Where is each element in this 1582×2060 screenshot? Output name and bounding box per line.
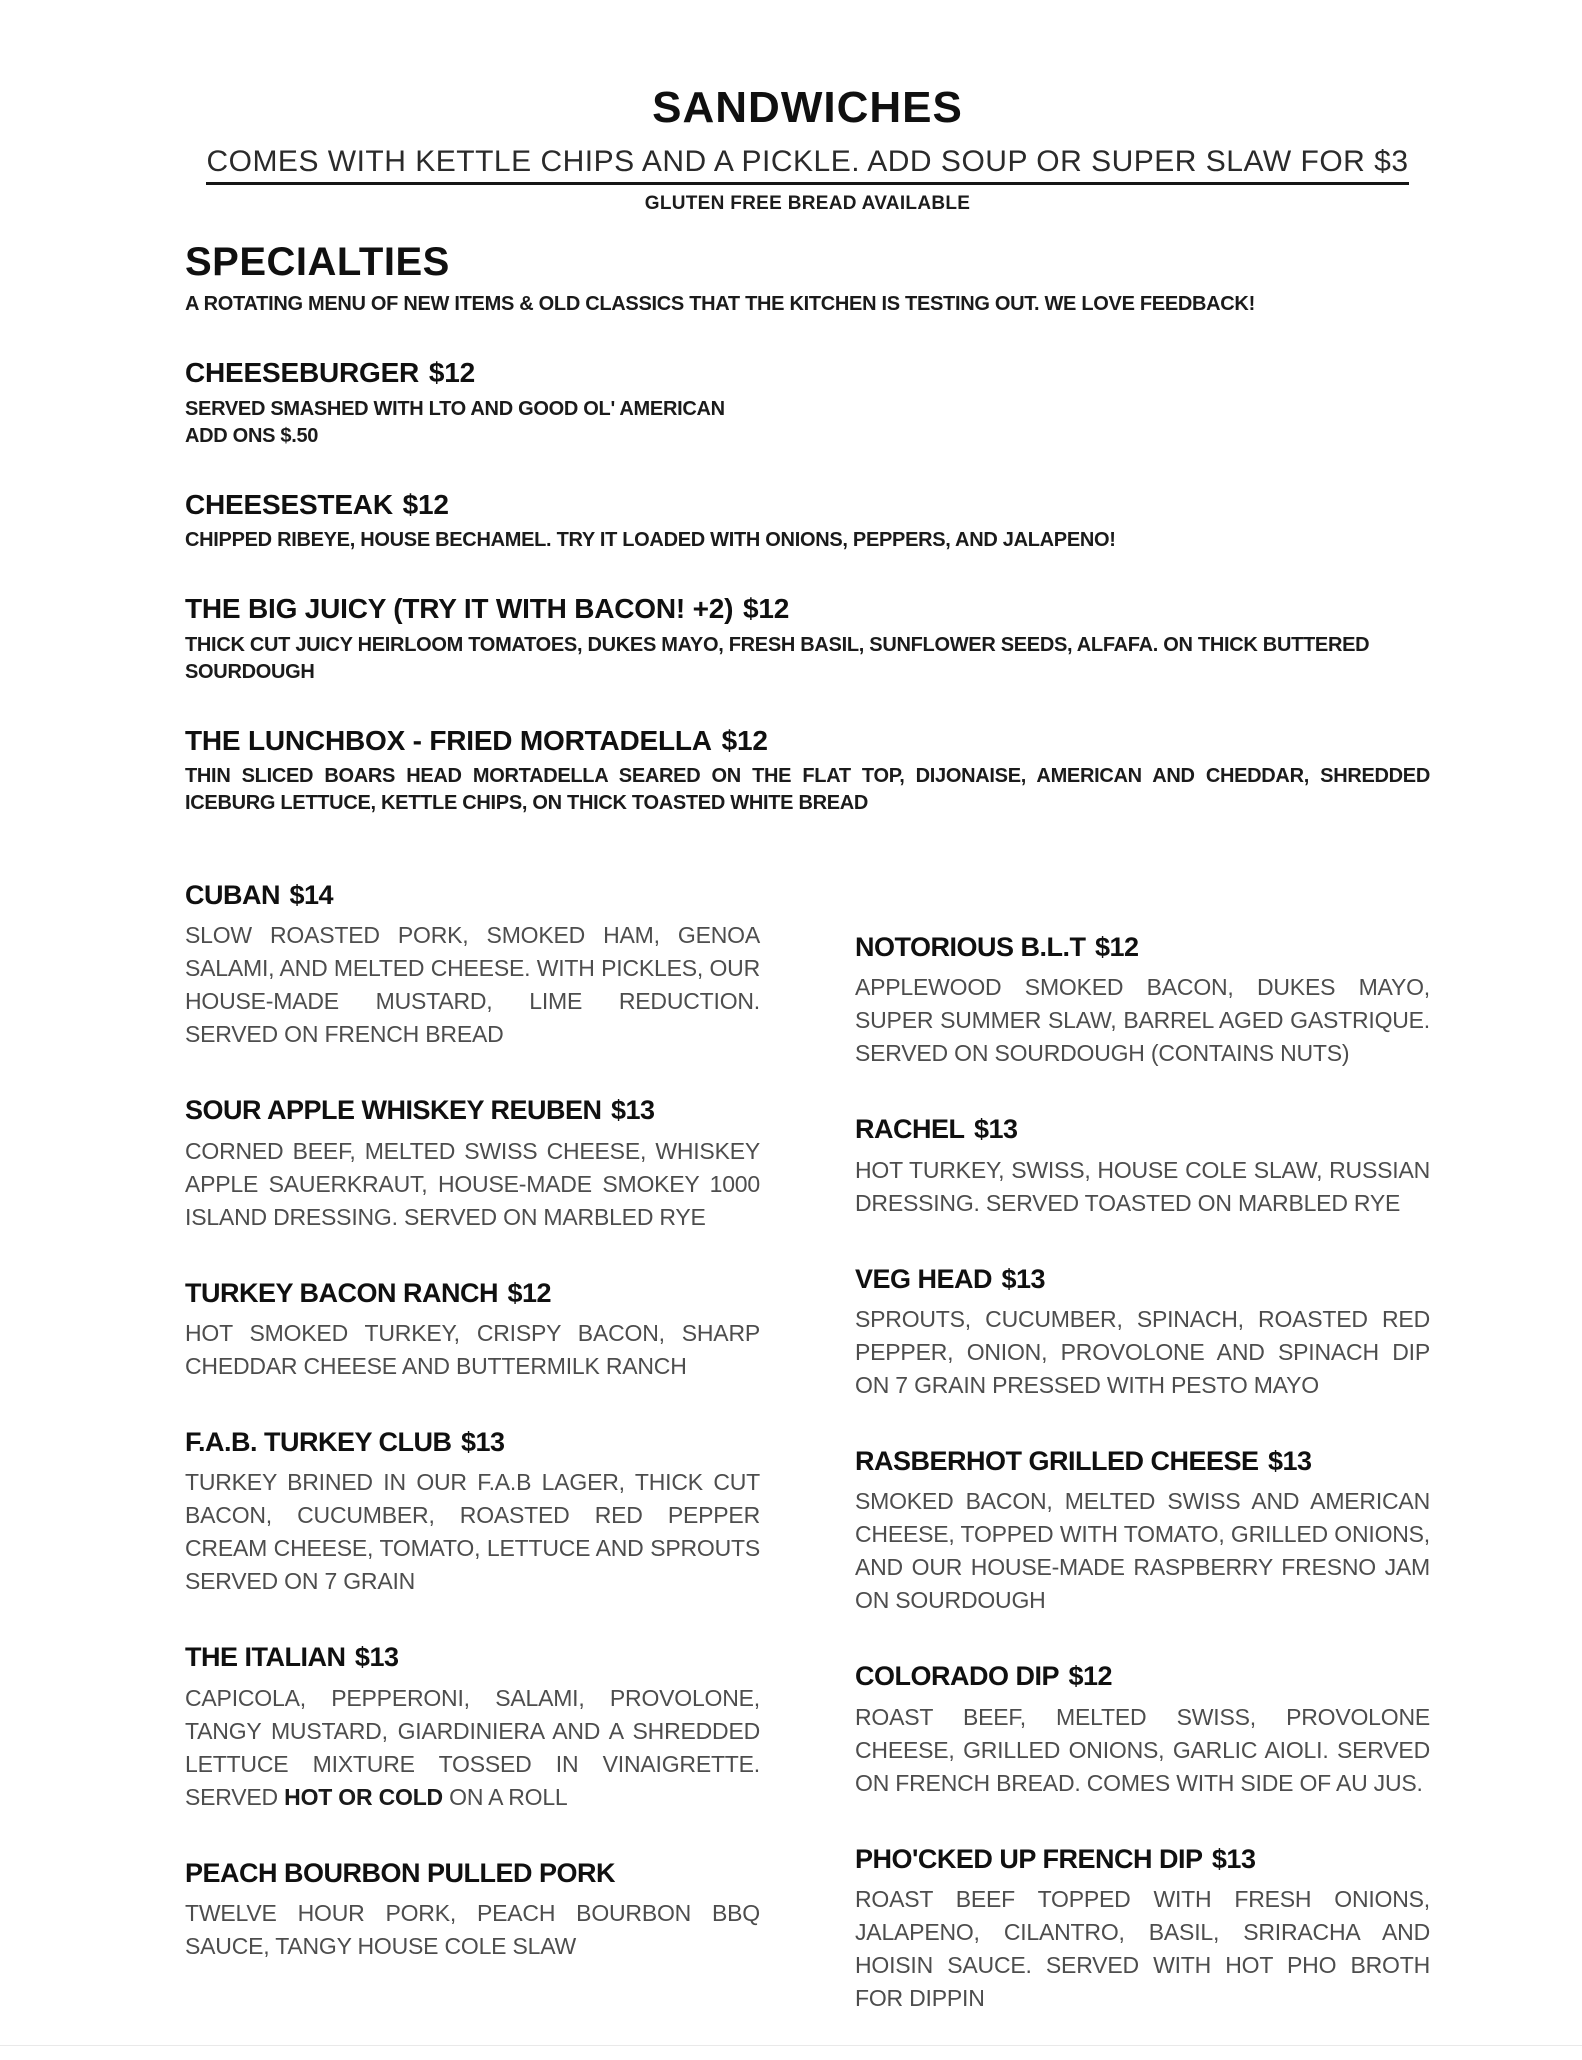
item-description: HOT TURKEY, SWISS, HOUSE COLE SLAW, RUSSIAN DRESSING. SERVED TOASTED ON MARBLED RYE	[855, 1156, 1430, 1216]
item-description: TURKEY BRINED IN OUR F.A.B LAGER, THICK CUT BACON, CUCUMBER, ROASTED RED PEPPER CREAM CHEESE, TOMATO, LETTUCE AND SPROUTS SERVED ON 7 GRAIN	[185, 1469, 760, 1595]
item-description-2: ADD ONS $.50	[185, 424, 319, 447]
item-description: CHIPPED RIBEYE, HOUSE BECHAMEL. TRY IT LOADED WITH ONIONS, PEPPERS, AND JALAPENO!	[185, 529, 1116, 552]
item-name: RASBERHOT GRILLED CHEESE	[855, 1445, 1259, 1476]
menu-item-rachel	[855, 1115, 1430, 1219]
description-segment: CAPICOLA, PEPPERONI, SALAMI, PROVOLONE, TANGY MUSTARD, GIARDINIERA AND A SHREDDED LETTUCE MIXTURE TOSSED IN VINAIGRETTE. SERVED	[185, 1684, 760, 1810]
item-description: SERVED SMASHED WITH LTO AND GOOD OL' AMERICAN	[185, 397, 725, 420]
item-name: CHEESEBURGER	[185, 357, 420, 389]
item-title	[185, 490, 1430, 519]
menu-item-cuban	[185, 881, 760, 1051]
item-price: $12	[507, 1277, 552, 1308]
item-title	[855, 933, 1430, 961]
item-description: THICK CUT JUICY HEIRLOOM TOMATOES, DUKES MAYO, FRESH BASIL, SUNFLOWER SEEDS, ALFAFA. ON THICK BUTTERED SOURDOUGH	[185, 633, 1370, 683]
gluten-free-note: GLUTEN FREE BREAD AVAILABLE	[644, 193, 971, 215]
item-title	[185, 1859, 760, 1887]
item-description: SMOKED BACON, MELTED SWISS AND AMERICAN CHEESE, TOPPED WITH TOMATO, GRILLED ONIONS, AND OUR HOUSE-MADE RASPBERRY FRESNO JAM ON SOURDOUGH	[855, 1488, 1430, 1614]
item-name: PEACH BOURBON PULLED PORK	[185, 1857, 616, 1888]
specialties-heading: SPECIALTIES	[185, 240, 450, 285]
item-description: APPLEWOOD SMOKED BACON, DUKES MAYO, SUPER SUMMER SLAW, BARREL AGED GASTRIQUE. SERVED ON SOURDOUGH (CONTAINS NUTS)	[855, 974, 1430, 1067]
item-title	[185, 1279, 760, 1307]
sandwich-columns	[185, 881, 1430, 2060]
menu-item-lunchbox-mortadella	[185, 726, 1430, 817]
item-name: TURKEY BACON RANCH	[185, 1277, 499, 1308]
specialties-section	[185, 241, 1430, 817]
item-description: THIN SLICED BOARS HEAD MORTADELLA SEARED ON THE FLAT TOP, DIJONAISE, AMERICAN AND CHEDDAR, SHREDDED ICEBURG LETTUCE, KETTLE CHIPS, ON THICK TOASTED WHITE BREAD	[185, 764, 1430, 814]
item-title	[185, 1643, 760, 1671]
item-price: $13	[354, 1642, 399, 1673]
menu-item-turkey-bacon-ranch	[185, 1279, 760, 1383]
subtitle-row	[185, 144, 1430, 185]
right-column	[855, 881, 1430, 2060]
item-price: $13	[460, 1426, 505, 1457]
item-price: $12	[1094, 931, 1139, 962]
item-name: VEG HEAD	[855, 1263, 993, 1294]
item-title	[855, 1662, 1430, 1690]
menu-item-notorious-blt	[855, 933, 1430, 1070]
item-price: $13	[1211, 1843, 1256, 1874]
item-description: CORNED BEEF, MELTED SWISS CHEESE, WHISKEY APPLE SAUERKRAUT, HOUSE-MADE SMOKEY 1000 ISLAND DRESSING. SERVED ON MARBLED RYE	[185, 1137, 760, 1230]
item-price: $13	[1001, 1263, 1046, 1294]
menu-item-cheesesteak	[185, 490, 1430, 554]
item-name: NOTORIOUS B.L.T	[855, 931, 1086, 962]
item-price: $14	[289, 879, 333, 910]
item-description: SPROUTS, CUCUMBER, SPINACH, ROASTED RED PEPPER, ONION, PROVOLONE AND SPINACH DIP ON 7 GRAIN PRESSED WITH PESTO MAYO	[855, 1305, 1430, 1398]
item-description: TWELVE HOUR PORK, PEACH BOURBON BBQ SAUCE, TANGY HOUSE COLE SLAW	[185, 1900, 760, 1960]
item-price: $12	[428, 357, 476, 389]
item-description: ROAST BEEF, MELTED SWISS, PROVOLONE CHEESE, GRILLED ONIONS, GARLIC AIOLI. SERVED ON FRENCH BREAD. COMES WITH SIDE OF AU JUS.	[855, 1703, 1430, 1796]
item-name: F.A.B. TURKEY CLUB	[185, 1426, 452, 1457]
item-price: $13	[611, 1095, 655, 1126]
item-price: $12	[1068, 1661, 1113, 1692]
item-price: $13	[973, 1114, 1018, 1145]
menu-subtitle: COMES WITH KETTLE CHIPS AND A PICKLE. ADD SOUP OR SUPER SLAW FOR $3	[206, 144, 1408, 185]
item-description: ROAST BEEF TOPPED WITH FRESH ONIONS, JALAPENO, CILANTRO, BASIL, SRIRACHA AND HOISIN SAUCE. SERVED WITH HOT PHO BROTH FOR DIPPIN	[855, 1886, 1430, 2012]
item-description: SLOW ROASTED PORK, SMOKED HAM, GENOA SALAMI, AND MELTED CHEESE. WITH PICKLES, OUR HOUSE-MADE MUSTARD, LIME REDUCTION. SERVED ON FRENCH BREAD	[185, 922, 760, 1048]
item-name: THE LUNCHBOX - FRIED MORTADELLA	[185, 724, 712, 756]
item-name: SOUR APPLE WHISKEY REUBEN	[185, 1095, 602, 1126]
item-title	[185, 726, 1430, 755]
item-name: COLORADO DIP	[855, 1661, 1060, 1692]
page-title: SANDWICHES	[652, 83, 963, 132]
menu-item-sour-apple-whiskey-reuben	[185, 1096, 760, 1233]
item-name: THE BIG JUICY (TRY IT WITH BACON! +2)	[185, 593, 734, 625]
menu-header	[185, 84, 1430, 215]
item-price: $12	[721, 724, 768, 756]
item-description: HOT SMOKED TURKEY, CRISPY BACON, SHARP CHEDDAR CHEESE AND BUTTERMILK RANCH	[185, 1319, 760, 1379]
item-description	[185, 1682, 760, 1814]
menu-item-colorado-dip	[855, 1662, 1430, 1799]
item-title	[855, 1265, 1430, 1293]
item-price: $12	[402, 488, 449, 520]
item-title	[185, 1096, 760, 1124]
description-segment: ON A ROLL	[442, 1783, 568, 1810]
menu-item-the-italian	[185, 1643, 760, 1813]
item-name: PHO'CKED UP FRENCH DIP	[855, 1843, 1203, 1874]
menu-item-rasberhot-grilled-cheese	[855, 1447, 1430, 1617]
menu-item-cheeseburger	[185, 358, 1430, 449]
item-name: RACHEL	[855, 1114, 965, 1145]
item-title	[185, 594, 1430, 623]
item-title	[185, 1428, 760, 1456]
menu-item-peach-bourbon-pulled-pork	[185, 1859, 760, 1963]
item-name: CHEESESTEAK	[185, 488, 393, 520]
item-title	[185, 881, 760, 909]
item-price: $12	[743, 593, 790, 625]
item-title	[185, 358, 1430, 387]
menu-item-phocked-up-french-dip	[855, 1845, 1430, 2015]
left-column	[185, 881, 760, 2060]
menu-item-veg-head	[855, 1265, 1430, 1402]
page-bottom-edge	[0, 2045, 1582, 2046]
item-name: CUBAN	[185, 879, 280, 910]
item-title	[855, 1845, 1430, 1873]
item-name: THE ITALIAN	[185, 1642, 346, 1673]
item-title	[855, 1115, 1430, 1143]
description-bold-segment: HOT OR COLD	[284, 1783, 443, 1810]
menu-item-fab-turkey-club	[185, 1428, 760, 1598]
menu-item-big-juicy	[185, 594, 1430, 685]
specialties-intro: A ROTATING MENU OF NEW ITEMS & OLD CLASSICS THAT THE KITCHEN IS TESTING OUT. WE LOVE FEEDBACK!	[185, 293, 1255, 316]
item-title	[855, 1447, 1430, 1475]
item-price: $13	[1267, 1445, 1312, 1476]
